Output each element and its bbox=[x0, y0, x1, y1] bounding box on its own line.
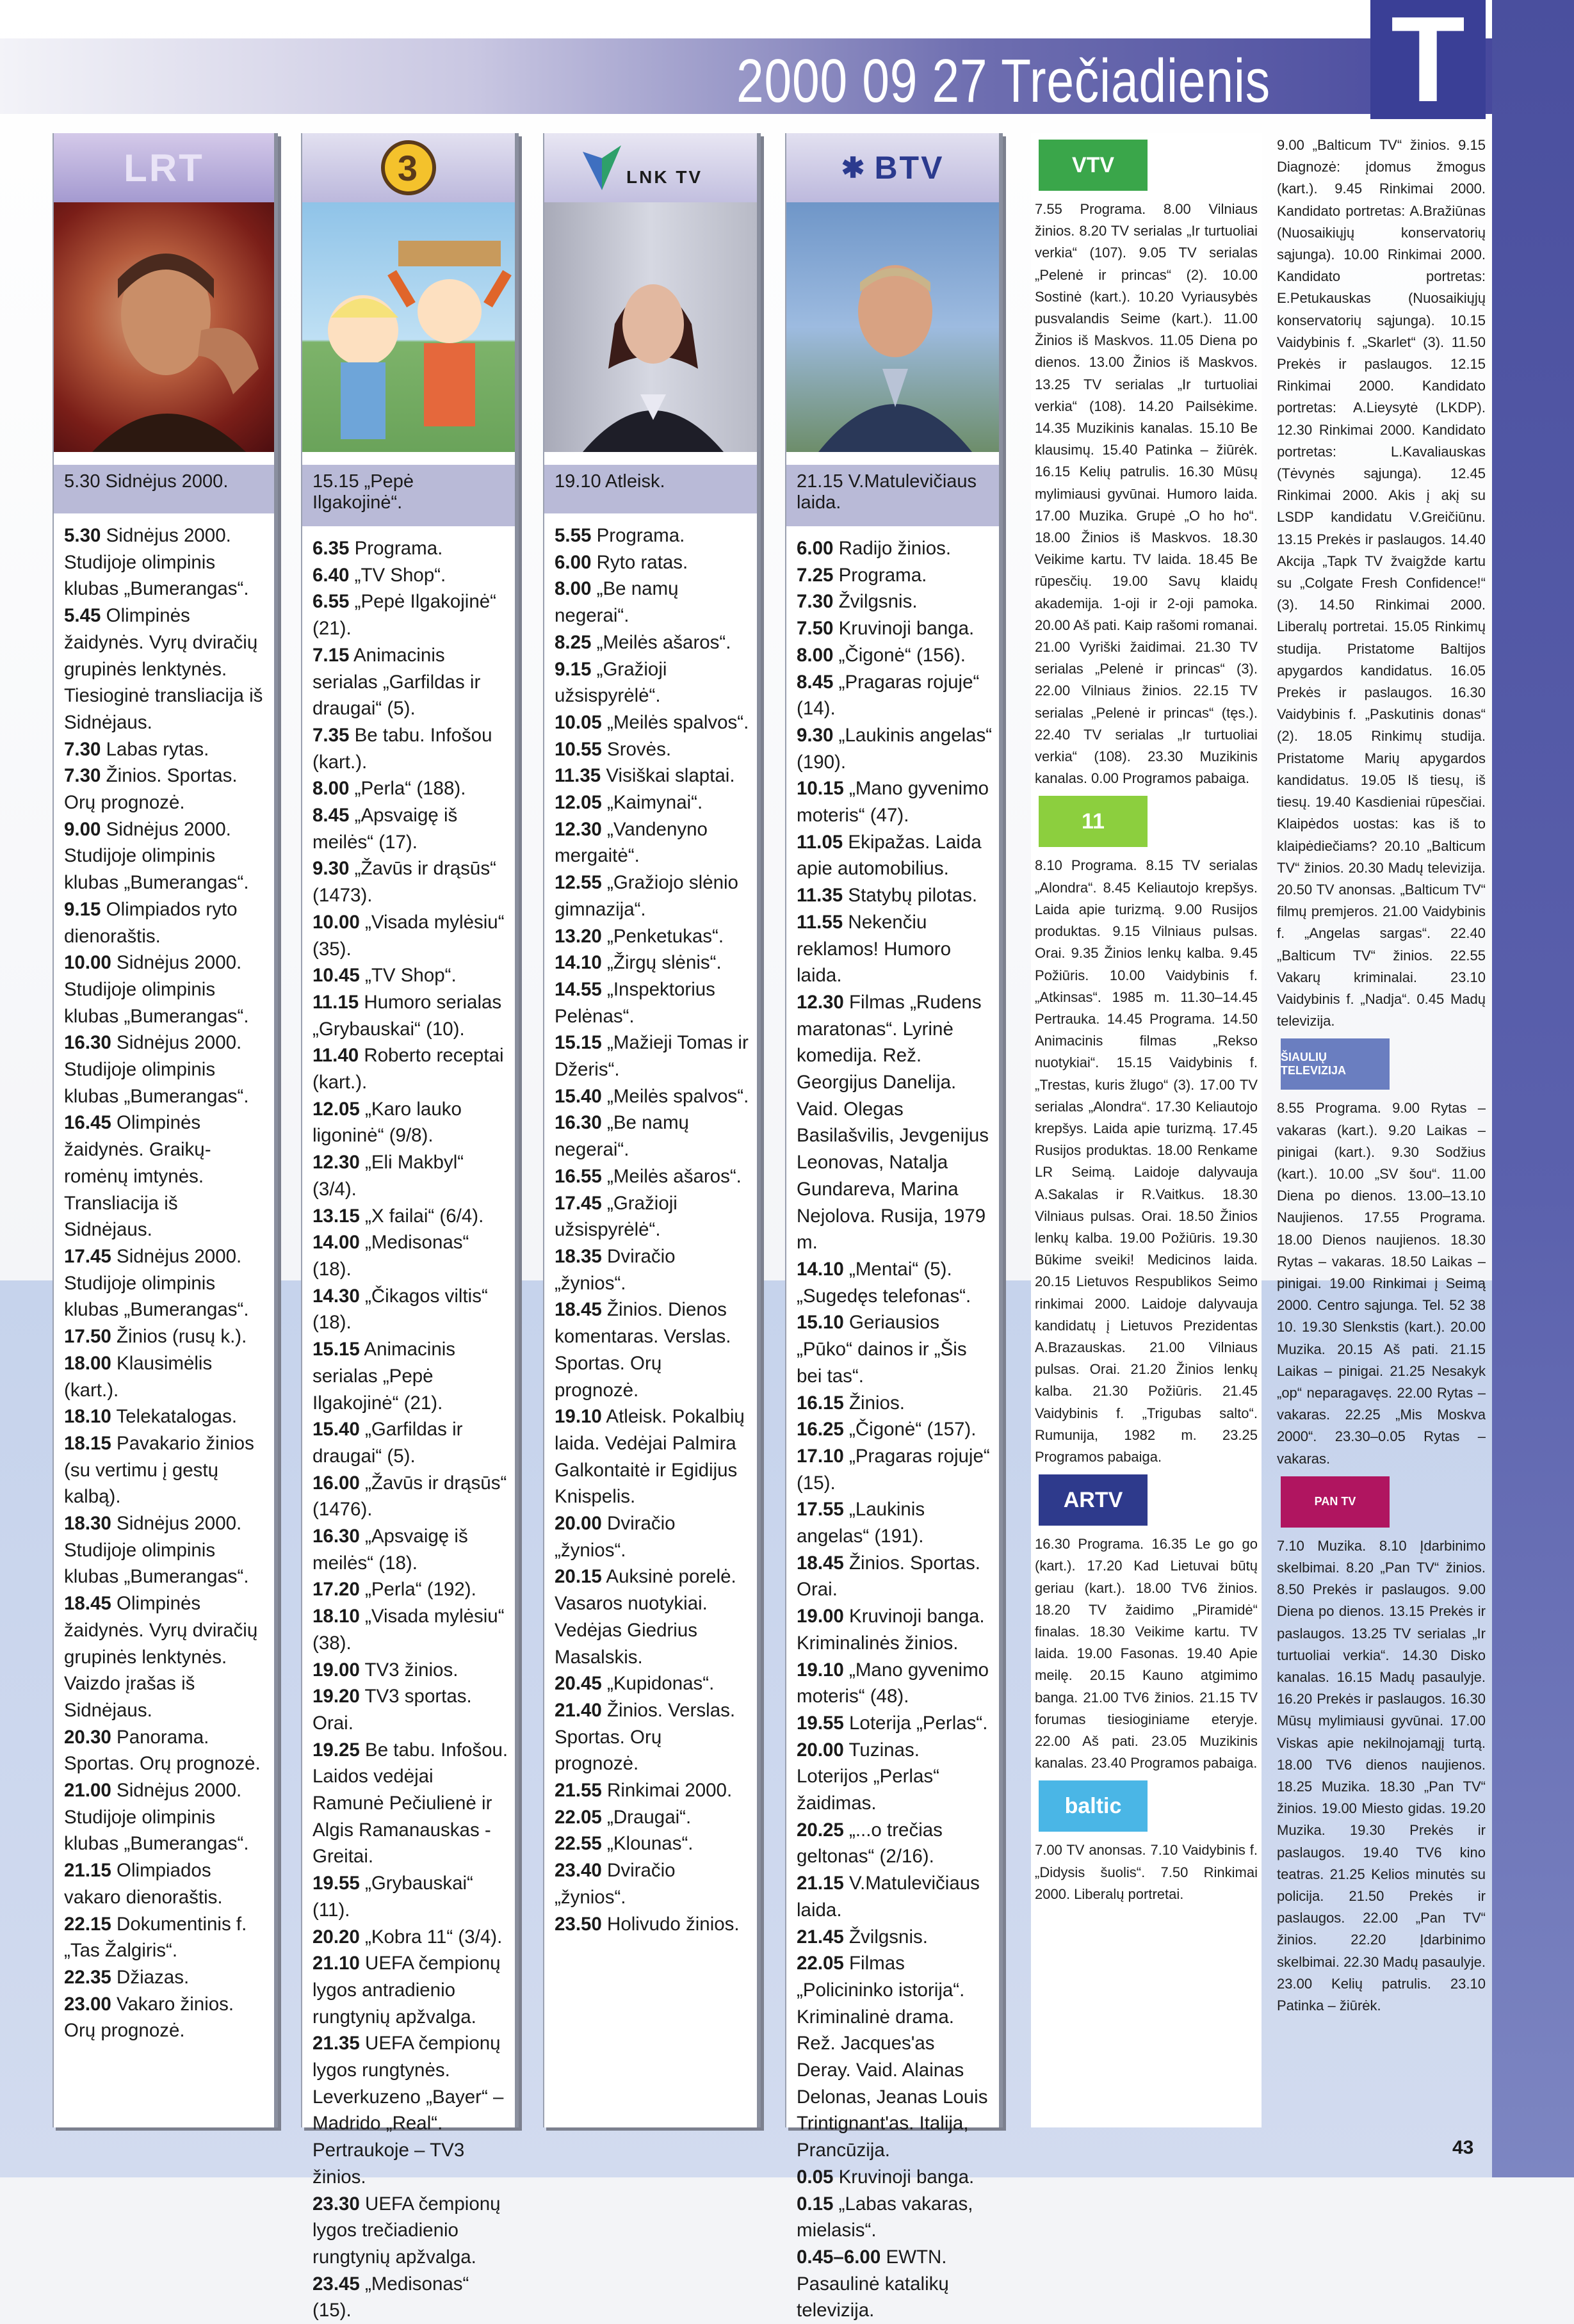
program-time: 18.35 bbox=[555, 1245, 602, 1267]
program-item: 17.20 „Perla“ (192). bbox=[312, 1579, 476, 1601]
program-time: 20.00 bbox=[555, 1513, 602, 1535]
presenter-photo-illustration bbox=[544, 202, 762, 452]
program-item: 17.50 Žinios (rusų k.). bbox=[64, 1326, 247, 1348]
program-item: 8.00 „Be namų negerai“. bbox=[555, 578, 679, 627]
program-time: 18.10 bbox=[64, 1406, 111, 1428]
program-item: 21.40 Žinios. Verslas. Sportas. Orų prognozė. bbox=[555, 1699, 736, 1775]
program-time: 19.55 bbox=[797, 1712, 844, 1734]
program-time: 8.00 bbox=[312, 778, 350, 800]
program-time: 23.00 bbox=[64, 1993, 111, 2015]
program-time: 9.30 bbox=[797, 724, 834, 746]
program-time: 12.30 bbox=[797, 991, 844, 1013]
program-time: 15.10 bbox=[797, 1312, 844, 1334]
channel-logo: VTV bbox=[1039, 140, 1148, 191]
program-item: 16.55 „Meilės ašaros“. bbox=[555, 1165, 742, 1187]
program-item: 11.15 Humoro serialas „Grybauskai“ (10). bbox=[312, 991, 502, 1040]
program-item: 9.30 „Žavūs ir drąsūs“ (1473). bbox=[312, 858, 496, 907]
program-time: 23.30 bbox=[312, 2193, 360, 2215]
narrow-channel-column-2 bbox=[1273, 133, 1489, 2127]
program-item: 14.10 „Mentai“ (5). „Sugedęs telefonas“. bbox=[797, 1258, 971, 1307]
program-schedule-text: 7.55 Programa. 8.00 Vilniaus žinios. 8.20 TV serialas „Ir turtuoliai verkia“ (107). 9.05 TV serialas „Pelenė ir princas“ (2). 10.00 Sostinė (kart.). 10.20 Vyriausybės pusvalandis Seime (kart.). 11.00 Žinios iš Maskvos. 11.05 Diena po dienos. 13.00 Žinios iš Maskvos. 13.25 TV serialas „Ir turtuoliai verkia“ (108). 14.20 Pailsėkime. 14.35 Muzikinis kanalas. 15.10 Be klausimų. 15.40 Patinka – žiūrėk. 16.15 Kelių patrulis. 16.30 Mūsų mylimiausi gyvūnai. Humoro laida. 17.00 Muzika. Grupė „O ho ho“. 18.00 Žinios iš Maskvos. 18.30 Veikime kartu. TV laida. 18.45 Be rūpesčių. 19.00 Savų klaidų akademija. 1-oji ir 2-oji pamoka. 20.00 Aš pati. Kaip rašomi romanai. 21.00 Vyriški žaidimai. 21.30 TV serialas „Pelenė ir princas“ (3). 22.00 Vilniaus žinios. 22.15 TV serialas „Pelenė ir princas“ (tęs.). 22.40 TV serialas „Ir turtuoliai verkia“ (108). 23.30 Muzikinis kanalas. 0.00 Programos pabaiga. bbox=[1035, 201, 1258, 787]
program-time: 17.55 bbox=[797, 1499, 844, 1521]
program-item: 12.55 „Gražiojo slėnio gimnazija“. bbox=[555, 872, 738, 920]
program-item: 7.30 Žvilgsnis. bbox=[797, 591, 918, 613]
program-time: 18.10 bbox=[312, 1606, 360, 1627]
program-time: 16.45 bbox=[64, 1112, 111, 1134]
program-schedule-text: 16.30 Programa. 16.35 Le go go (kart.). 17.20 Kad Lietuvai būtų geriau (kart.). 18.00 TV6 žinios. 18.20 TV žaidimo „Piramidė“ finalas. 18.30 Veikime kartu. TV laida. 19.00 Fasonas. 19.40 Apie meilę. 20.15 Kauno atgimimo banga. 21.00 TV6 žinios. 21.15 TV forumas tiesioginiame eteryje. 22.00 Aš pati. 23.05 Muzikinis kanalas. 23.40 Programos pabaiga. bbox=[1035, 1536, 1258, 1771]
program-item: 17.45 „Gražioji užsispyrėlė“. bbox=[555, 1192, 677, 1241]
program-time: 21.10 bbox=[312, 1953, 360, 1974]
program-time: 11.35 bbox=[555, 765, 601, 787]
program-time: 10.05 bbox=[555, 711, 602, 733]
program-time: 21.55 bbox=[555, 1780, 602, 1802]
program-time: 15.40 bbox=[555, 1085, 602, 1107]
program-item: 19.55 „Grybauskai“ (11). bbox=[312, 1873, 473, 1921]
program-item: 21.55 Rinkimai 2000. bbox=[555, 1780, 733, 1802]
program-item: 16.45 Olimpinės žaidynės. Graikų-romėnų imtynės. Transliacija iš Sidnėjaus. bbox=[64, 1112, 211, 1241]
person-photo-illustration bbox=[54, 202, 279, 452]
program-item: 11.35 Visiškai slaptai. bbox=[555, 765, 735, 787]
program-item: 9.00 Sidnėjus 2000. Studijoje olimpinis klubas „Bumerangas“. bbox=[64, 818, 249, 894]
program-time: 5.45 bbox=[64, 605, 101, 627]
channel-column-lrt bbox=[53, 133, 278, 2127]
program-time: 21.15 bbox=[64, 1860, 111, 1882]
channel-logo-lnk bbox=[544, 133, 757, 202]
program-item: 10.00 Sidnėjus 2000. Studijoje olimpinis klubas „Bumerangas“. bbox=[64, 952, 249, 1027]
program-item: 7.35 Be tabu. Infošou (kart.). bbox=[312, 724, 492, 773]
program-item: 0.05 Kruvinoji banga. bbox=[797, 2166, 975, 2188]
program-time: 12.05 bbox=[555, 792, 602, 814]
program-item: 19.10 „Mano gyvenimo moteris“ (48). bbox=[797, 1659, 989, 1707]
program-time: 15.15 bbox=[312, 1339, 360, 1360]
program-time: 20.00 bbox=[797, 1739, 844, 1761]
program-item: 6.35 Programa. bbox=[312, 538, 443, 559]
program-schedule-text: 9.00 „Balticum TV“ žinios. 9.15 Diagnozė: įdomus žmogus (kart.). 9.45 Rinkimai 2000. Kandidato portretas: A.Bražiūnas (Nuosaikiųjų konservatorių sąjunga). 10.00 Rinkimai 2000. Kandidato portretas: E.Petukauskas (Nuosaikiųjų konservatorių sąjunga). 10.15 Vaidybinis f. „Skarlet“ (3). 11.50 Prekės ir paslaugos. 12.15 Rinkimai 2000. Kandidato portretas: A.Lieysytė (LKDP). 12.30 Rinkimai 2000. Kandidato portretas: L.Kavaliauskas (Tėvynės sąjunga). 12.45 Rinkimai 2000. Akis į akį su LSDP kandidatu V.Greičiūnu. 13.15 Prekės ir paslaugos. 14.40 Akcija „Tapk TV žvaigžde kartu su „Colgate Fresh Confidence!“ (3). 14.50 Rinkimai 2000. Liberalų portretai. 15.05 Rinkimų studija. Pristatome Baltijos apygardos kandidatus. 16.05 Prekės ir paslaugos. 16.30 Vaidybinis f. „Paskutinis donas“ (2). 18.05 Rinkimų studija. Pristatome Marių apygardos kandidatus. 19.05 Iš tiesų, iš tiesų. 19.40 Kasdieniai rūpesčiai. Klaipėdos uostas: kas iš to klaipėdiečiams? 20.10 „Balticum TV“ žinios. 20.30 Madų televizija. 20.50 TV anonsas. „Balticum TV“ filmų premjeros. 21.00 Vaidybinis f. „Angelas sargas“. 22.40 „Balticum TV“ žinios. 22.55 Vakarų kriminalai. 23.10 Vaidybinis f. „Nadja“. 0.45 Madų televizija. bbox=[1277, 137, 1486, 1029]
program-time: 18.45 bbox=[64, 1593, 111, 1615]
program-time: 21.35 bbox=[312, 2033, 360, 2054]
program-item: 15.40 „Garfildas ir draugai“ (5). bbox=[312, 1419, 463, 1467]
program-item: 23.40 Dviračio „žynios“. bbox=[555, 1860, 676, 1908]
program-item: 12.05 „Karo lauko ligoninė“ (9/8). bbox=[312, 1098, 462, 1147]
program-time: 5.30 bbox=[64, 525, 101, 546]
program-time: 6.40 bbox=[312, 564, 350, 586]
program-time: 17.45 bbox=[64, 1245, 111, 1267]
program-item: 18.00 Klausimėlis (kart.). bbox=[64, 1352, 213, 1401]
program-time: 19.20 bbox=[312, 1686, 360, 1707]
right-edge-strip bbox=[1492, 0, 1574, 2177]
program-time: 12.55 bbox=[555, 872, 602, 894]
lnk-logo-icon bbox=[583, 145, 621, 190]
program-schedule-text: 8.10 Programa. 8.15 TV serialas „Alondra“. 8.45 Keliautojo krepšys. Laida apie turizmą. 9.00 Rusijos produktas. 9.15 Vilniaus pulsas. Orai. 9.35 Žinios lenkų kalba. 9.45 Požiūris. 10.00 Vaidybinis f. „Atkinsas“. 1985 m. 11.30–14.45 Pertrauka. 14.45 Programa. 14.50 Animacinis filmas „Rekso nuotykiai“. 15.15 Vaidybinis f. „Trestas, kuris žlugo“ (3). 17.00 TV serialas „Alondra“. 17.30 Keliautojo krepšys. Laida apie turizmą. 17.45 Rusijos produktas. 18.00 Renkame LR Seimą. Laidoje dalyvauja A.Sakalas ir R.Vaitkus. 18.30 Vilniaus pulsas. Orai. 18.50 Žinios lenkų kalba. 19.00 Požiūris. 19.30 Būkime sveiki! Medicinos laida. 20.15 Lietuvos Respublikos Seimo rinkimai 2000. Laidoje dalyvauja kandidatų į Lietuvos Prezidentas A.Brazauskas. 21.00 Vilniaus pulsas. Orai. 21.20 Žinios lenkų kalba. 21.30 Požiūris. 21.45 Vaidybinis f. „Trigubas salto“. Rumunija, 1982 m. 23.25 Programos pabaiga. bbox=[1035, 857, 1258, 1465]
program-time: 17.10 bbox=[797, 1445, 844, 1467]
program-time: 22.15 bbox=[64, 1913, 111, 1935]
program-time: 18.45 bbox=[797, 1552, 844, 1574]
program-item: 15.15 Animacinis serialas „Pepė Ilgakojinė“ (21). bbox=[312, 1339, 456, 1414]
program-item: 11.55 Nekenčiu reklamos! Humoro laida. bbox=[797, 911, 951, 987]
program-item: 20.25 „...o trečias geltonas“ (2/16). bbox=[797, 1819, 943, 1868]
program-item: 16.00 „Žavūs ir drąsūs“ (1476). bbox=[312, 1472, 507, 1521]
program-item: 23.30 UEFA čempionų lygos trečiadienio rungtynių apžvalga. bbox=[312, 2193, 501, 2268]
program-photo bbox=[786, 202, 999, 452]
program-item: 8.45 „Pragaras rojuje“ (14). bbox=[797, 671, 980, 720]
program-item: 20.20 „Kobra 11“ (3/4). bbox=[312, 1926, 503, 1948]
program-time: 0.15 bbox=[797, 2193, 834, 2215]
program-item: 20.30 Panorama. Sportas. Orų prognozė. bbox=[64, 1726, 261, 1775]
program-item: 20.00 Tuzinas. Loterijos „Perlas“ žaidimas. bbox=[797, 1739, 939, 1814]
channel-logo: baltic bbox=[1039, 1780, 1148, 1832]
program-item: 6.55 „Pepė Ilgakojinė“ (21). bbox=[312, 591, 496, 640]
program-time: 20.30 bbox=[64, 1726, 111, 1748]
program-item: 22.05 „Draugai“. bbox=[555, 1806, 692, 1828]
program-time: 16.15 bbox=[797, 1392, 844, 1414]
program-time: 21.15 bbox=[797, 1873, 844, 1894]
program-time: 8.00 bbox=[555, 578, 592, 600]
program-item: 5.55 Programa. bbox=[555, 525, 685, 546]
program-item: 18.45 Olimpinės žaidynės. Vyrų dviračių grupinės lenktynės. Vaizdo įrašas iš Sidnėjaus. bbox=[64, 1593, 258, 1721]
program-time: 15.15 bbox=[555, 1032, 602, 1054]
program-time: 8.00 bbox=[797, 644, 834, 666]
program-time: 14.10 bbox=[555, 952, 602, 974]
program-time: 6.00 bbox=[555, 551, 592, 573]
program-item: 12.30 Filmas „Rudens maratonas“. Lyrinė komedija. Rež. Georgijus Danelija. Vaid. Olegas Basilašvilis, Jevgenijus Leonovas, Natalja Gundareva, Marina Nejolova. Rusija, 1979 m. bbox=[797, 991, 989, 1254]
program-item: 14.55 „Inspektorius Pelėnas“. bbox=[555, 978, 715, 1027]
program-time: 19.10 bbox=[555, 1406, 602, 1428]
person-photo-illustration bbox=[786, 202, 1004, 452]
program-item: 22.55 „Klounas“. bbox=[555, 1833, 694, 1855]
program-time: 11.40 bbox=[312, 1045, 359, 1067]
channel-logo-btv bbox=[786, 133, 999, 202]
program-item: 6.00 Ryto ratas. bbox=[555, 551, 688, 573]
program-time: 10.15 bbox=[797, 778, 844, 800]
program-time: 21.00 bbox=[64, 1780, 111, 1802]
program-time: 16.25 bbox=[797, 1419, 844, 1440]
program-item: 19.25 Be tabu. Infošou. Laidos vedėjai Ramunė Pečiulienė ir Algis Ramanauskas - Greitai. bbox=[312, 1739, 508, 1868]
channel-name: LRT bbox=[124, 146, 204, 190]
program-item: 6.40 „TV Shop“. bbox=[312, 564, 446, 586]
program-item: 19.20 TV3 sportas. Orai. bbox=[312, 1686, 472, 1734]
program-time: 9.15 bbox=[64, 898, 101, 920]
program-time: 18.00 bbox=[64, 1352, 111, 1374]
program-time: 20.25 bbox=[797, 1819, 844, 1841]
program-item: 19.00 Kruvinoji banga. Kriminalinės žinios. bbox=[797, 1606, 985, 1654]
program-time: 22.05 bbox=[797, 1953, 844, 1974]
program-time: 14.10 bbox=[797, 1258, 844, 1280]
program-time: 14.55 bbox=[555, 978, 602, 1000]
program-item: 7.30 Žinios. Sportas. Orų prognozė. bbox=[64, 765, 238, 814]
program-time: 20.45 bbox=[555, 1673, 602, 1695]
program-item: 22.15 Dokumentinis f. „Tas Žalgiris“. bbox=[64, 1913, 247, 1962]
program-time: 6.00 bbox=[797, 538, 834, 559]
program-item: 13.20 „Penketukas“. bbox=[555, 925, 724, 947]
program-time: 23.50 bbox=[555, 1913, 602, 1935]
program-item: 16.30 „Apsvaigę iš meilės“ (18). bbox=[312, 1526, 468, 1574]
program-item: 23.45 „Medisonas“ (15). bbox=[312, 2273, 469, 2321]
page-title: 2000 09 27 Trečiadienis bbox=[736, 47, 1270, 115]
program-time: 19.10 bbox=[797, 1659, 844, 1681]
program-time: 16.30 bbox=[555, 1112, 602, 1134]
program-time: 6.55 bbox=[312, 591, 350, 613]
program-time: 10.55 bbox=[555, 738, 602, 760]
program-item: 20.15 Auksinė porelė. Vasaros nuotykiai. Vedėjas Giedrius Masalskis. bbox=[555, 1566, 736, 1668]
program-time: 19.00 bbox=[312, 1659, 360, 1681]
program-time: 14.30 bbox=[312, 1285, 360, 1307]
narrow-channel-column-1 bbox=[1031, 133, 1262, 2127]
program-time: 12.05 bbox=[312, 1098, 360, 1120]
program-item: 19.10 Atleisk. Pokalbių laida. Vedėjai Palmira Galkontaitė ir Egidijus Knispelis. bbox=[555, 1406, 745, 1508]
channel-logo: 11 bbox=[1039, 796, 1148, 847]
program-item: 9.30 „Laukinis angelas“ (190). bbox=[797, 724, 993, 773]
program-time: 11.05 bbox=[797, 831, 843, 853]
snowflake-icon: ✱ bbox=[841, 152, 867, 184]
program-item: 22.05 Filmas „Policininko istorija“. Kriminalinė drama. Rež. Jacques'as Deray. Vaid. Alainas Delonas, Jeanas Louis Trintignant'as. Italija, Prancūzija. bbox=[797, 1953, 988, 2161]
cartoon-illustration bbox=[302, 202, 520, 452]
featured-program: 15.15 „Pepė Ilgakojinė“. bbox=[302, 465, 515, 526]
program-list bbox=[786, 526, 999, 2324]
channel-column-lnk bbox=[543, 133, 761, 2127]
program-schedule-text: 7.00 TV anonsas. 7.10 Vaidybinis f. „Didysis šuolis“. 7.50 Rinkimai 2000. Liberalų portretai. bbox=[1035, 1842, 1258, 1902]
program-item: 10.15 „Mano gyvenimo moteris“ (47). bbox=[797, 778, 989, 827]
program-time: 19.55 bbox=[312, 1873, 360, 1894]
program-schedule-text: 8.55 Programa. 9.00 Rytas – vakaras (kart.). 9.20 Laikas – pinigai (kart.). 9.30 Sodžius (kart.). 10.00 „SV šou“. 11.00 Diena po dienos. 13.00–13.10 Naujienos. 17.55 Programa. 18.00 Dienos naujienos. 18.30 Rytas – vakaras. 18.50 Laikas – pinigai. 19.00 Rinkimai į Seimą 2000. Centro sąjunga. Tel. 52 38 10. 19.30 Slenkstis (kart.). 20.00 Muzika. 20.15 Aš pati. 21.15 Laikas – pinigai. 21.25 Nesakyk „op“ neparagavęs. 22.00 Rytas – vakaras. 22.25 „Mis Moskva 2000“. 23.30–0.05 Rytas – vakaras. bbox=[1277, 1100, 1486, 1467]
program-list bbox=[544, 513, 757, 1937]
program-time: 7.30 bbox=[64, 738, 101, 760]
program-time: 7.35 bbox=[312, 724, 350, 746]
program-time: 0.45–6.00 bbox=[797, 2247, 881, 2268]
program-list bbox=[54, 513, 274, 2044]
program-item: 21.15 Olimpiados vakaro dienoraštis. bbox=[64, 1860, 223, 1908]
program-time: 11.15 bbox=[312, 991, 359, 1013]
program-time: 10.00 bbox=[64, 952, 111, 974]
program-item: 8.25 „Meilės ašaros“. bbox=[555, 631, 731, 653]
program-item: 7.30 Labas rytas. bbox=[64, 738, 209, 760]
program-time: 20.15 bbox=[555, 1566, 602, 1588]
program-time: 7.30 bbox=[64, 765, 101, 787]
program-item: 10.05 „Meilės spalvos“. bbox=[555, 711, 749, 733]
program-photo bbox=[54, 202, 274, 452]
program-time: 7.50 bbox=[797, 618, 834, 640]
program-item: 16.15 Žinios. bbox=[797, 1392, 905, 1414]
program-item: 8.00 „Perla“ (188). bbox=[312, 778, 466, 800]
program-time: 22.35 bbox=[64, 1966, 111, 1988]
program-item: 21.45 Žvilgsnis. bbox=[797, 1926, 928, 1948]
program-time: 8.45 bbox=[797, 671, 834, 693]
channel-column-tv3 bbox=[301, 133, 519, 2321]
program-item: 8.00 „Čigonė“ (156). bbox=[797, 644, 966, 666]
program-schedule-text: 7.10 Muzika. 8.10 Įdarbinimo skelbimai. 8.20 „Pan TV“ žinios. 8.50 Prekės ir paslaugos. 9.00 Diena po dienos. 13.15 Prekės ir paslaugos. 13.25 TV serialas „Ir turtuoliai verkia“. 14.30 Disko kanalas. 16.15 Madų pasaulyje. 16.20 Prekės ir paslaugos. 16.30 Mūsų mylimiausi gyvūnai. 17.00 Viskas apie nekilnojamąjį turtą. 18.00 TV6 dienos naujienos. 18.25 Muzika. 18.30 „Pan TV“ žinios. 19.00 Miesto gidas. 19.20 Muzika. 19.30 Prekės ir paslaugos. 19.40 TV6 kino teatras. 21.25 Kelios minutės su policija. 21.50 Prekės ir paslaugos. 22.00 „Pan TV“ žinios. 22.20 Įdarbinimo skelbimai. 22.30 Madų pasaulyje. 23.00 Kelių patrulis. 23.10 Patinka – žiūrėk. bbox=[1277, 1537, 1486, 2014]
program-time: 16.55 bbox=[555, 1165, 602, 1187]
program-item: 14.00 „Medisonas“ (18). bbox=[312, 1232, 469, 1280]
program-item: 9.15 Olimpiados ryto dienoraštis. bbox=[64, 898, 238, 947]
program-item: 11.05 Ekipažas. Laida apie automobilius. bbox=[797, 831, 982, 880]
program-item: 19.00 TV3 žinios. bbox=[312, 1659, 458, 1681]
program-time: 16.30 bbox=[64, 1032, 111, 1054]
program-item: 7.50 Kruvinoji banga. bbox=[797, 618, 975, 640]
program-item: 7.15 Animacinis serialas „Garfildas ir draugai“ (5). bbox=[312, 644, 481, 720]
program-time: 19.25 bbox=[312, 1739, 360, 1761]
channel-name: BTV bbox=[874, 150, 945, 186]
program-time: 16.30 bbox=[312, 1526, 360, 1547]
program-time: 9.00 bbox=[64, 818, 101, 840]
program-item: 15.10 Geriausios „Pūko“ dainos ir „Šis bei tas“. bbox=[797, 1312, 967, 1387]
channel-logo: ARTV bbox=[1039, 1474, 1148, 1526]
program-time: 13.20 bbox=[555, 925, 602, 947]
program-time: 10.45 bbox=[312, 965, 360, 987]
program-photo bbox=[544, 202, 757, 452]
program-item: 10.45 „TV Shop“. bbox=[312, 965, 457, 987]
program-time: 5.55 bbox=[555, 525, 592, 546]
program-item: 21.35 UEFA čempionų lygos rungtynės. Leverkuzeno „Bayer“ – Madrido „Real“. Pertraukoje – TV3 žinios. bbox=[312, 2033, 504, 2188]
program-item: 23.50 Holivudo žinios. bbox=[555, 1913, 740, 1935]
program-time: 17.50 bbox=[64, 1326, 111, 1348]
program-item: 14.30 „Čikagos viltis“ (18). bbox=[312, 1285, 488, 1334]
program-item: 14.10 „Žirgų slėnis“. bbox=[555, 952, 722, 974]
program-item: 21.15 V.Matulevičiaus laida. bbox=[797, 1873, 980, 1921]
program-time: 16.00 bbox=[312, 1472, 360, 1494]
program-item: 8.45 „Apsvaigę iš meilės“ (17). bbox=[312, 805, 458, 853]
page-number: 43 bbox=[1452, 2137, 1474, 2158]
program-item: 11.35 Statybų pilotas. bbox=[797, 885, 978, 907]
program-item: 23.00 Vakaro žinios. Orų prognozė. bbox=[64, 1993, 234, 2042]
featured-program: 21.15 V.Matulevičiaus laida. bbox=[786, 465, 999, 526]
program-item: 16.30 Sidnėjus 2000. Studijoje olimpinis klubas „Bumerangas“. bbox=[64, 1032, 249, 1107]
program-time: 9.30 bbox=[312, 858, 350, 880]
program-time: 22.05 bbox=[555, 1806, 602, 1828]
program-item: 12.30 „Vandenyno mergaitė“. bbox=[555, 818, 708, 867]
featured-program: 19.10 Atleisk. bbox=[544, 465, 757, 513]
channel-logo: PAN TV bbox=[1281, 1476, 1390, 1528]
program-time: 23.40 bbox=[555, 1860, 602, 1882]
day-letter-badge: T bbox=[1370, 0, 1486, 119]
program-time: 23.45 bbox=[312, 2273, 360, 2295]
program-item: 6.00 Radijo žinios. bbox=[797, 538, 952, 559]
program-time: 14.00 bbox=[312, 1232, 360, 1254]
featured-program: 5.30 Sidnėjus 2000. bbox=[54, 465, 274, 513]
program-item: 17.10 „Pragaras rojuje“ (15). bbox=[797, 1445, 990, 1494]
program-time: 15.40 bbox=[312, 1419, 360, 1440]
program-item: 18.45 Žinios. Sportas. Orai. bbox=[797, 1552, 980, 1601]
program-item: 21.10 UEFA čempionų lygos antradienio rungtynių apžvalga. bbox=[312, 1953, 501, 2028]
program-item: 15.15 „Mažieji Tomas ir Džeris“. bbox=[555, 1032, 749, 1081]
program-item: 5.45 Olimpinės žaidynės. Vyrų dviračių grupinės lenktynės. Tiesioginė transliacija iš Sidnėjaus. bbox=[64, 605, 263, 733]
program-time: 11.35 bbox=[797, 885, 843, 907]
program-time: 13.15 bbox=[312, 1205, 360, 1227]
program-item: 15.40 „Meilės spalvos“. bbox=[555, 1085, 749, 1107]
program-list bbox=[302, 526, 515, 2324]
program-item: 9.15 „Gražioji užsispyrėlė“. bbox=[555, 658, 667, 707]
program-time: 18.45 bbox=[555, 1299, 602, 1321]
program-item: 11.40 Roberto receptai (kart.). bbox=[312, 1045, 504, 1093]
program-item: 21.00 Sidnėjus 2000. Studijoje olimpinis klubas „Bumerangas“. bbox=[64, 1780, 249, 1855]
program-item: 18.45 Žinios. Dienos komentaras. Verslas. Sportas. Orų prognozė. bbox=[555, 1299, 731, 1401]
program-time: 18.15 bbox=[64, 1432, 111, 1454]
program-item: 13.15 „X failai“ (6/4). bbox=[312, 1205, 484, 1227]
program-item: 18.15 Pavakario žinios (su vertimu į gestų kalbą). bbox=[64, 1432, 254, 1508]
channel-name: LNK TV bbox=[626, 167, 703, 187]
program-time: 12.30 bbox=[312, 1152, 360, 1174]
program-item: 10.55 Srovės. bbox=[555, 738, 672, 760]
program-item: 12.05 „Kaimynai“. bbox=[555, 792, 703, 814]
program-time: 11.55 bbox=[797, 911, 843, 933]
program-photo bbox=[302, 202, 515, 452]
program-time: 17.45 bbox=[555, 1192, 602, 1214]
program-time: 7.15 bbox=[312, 644, 350, 666]
program-item: 18.10 Telekatalogas. bbox=[64, 1406, 238, 1428]
program-time: 0.05 bbox=[797, 2166, 834, 2188]
program-time: 18.30 bbox=[64, 1513, 111, 1535]
program-time: 20.20 bbox=[312, 1926, 360, 1948]
program-item: 19.55 Loterija „Perlas“. bbox=[797, 1712, 988, 1734]
program-item: 10.00 „Visada mylėsiu“ (35). bbox=[312, 911, 505, 960]
channel-logo: ŠIAULIŲ TELEVIZIJA bbox=[1281, 1038, 1390, 1090]
program-time: 10.00 bbox=[312, 911, 360, 933]
program-item: 22.35 Džiazas. bbox=[64, 1966, 190, 1988]
program-time: 6.35 bbox=[312, 538, 350, 559]
program-time: 21.40 bbox=[555, 1699, 602, 1721]
program-time: 7.30 bbox=[797, 591, 834, 613]
program-time: 21.45 bbox=[797, 1926, 844, 1948]
channel-logo-lrt bbox=[54, 133, 274, 202]
channel-column-btv bbox=[785, 133, 1003, 2321]
program-time: 8.45 bbox=[312, 805, 350, 827]
program-item: 16.25 „Čigonė“ (157). bbox=[797, 1419, 977, 1440]
program-time: 7.25 bbox=[797, 564, 834, 586]
program-item: 16.30 „Be namų negerai“. bbox=[555, 1112, 689, 1161]
program-time: 12.30 bbox=[555, 818, 602, 840]
program-time: 8.25 bbox=[555, 631, 592, 653]
program-item: 20.45 „Kupidonas“. bbox=[555, 1673, 715, 1695]
program-time: 19.00 bbox=[797, 1606, 844, 1627]
program-item: 7.25 Programa. bbox=[797, 564, 927, 586]
program-item: 20.00 Dviračio „žynios“. bbox=[555, 1513, 676, 1561]
program-item: 12.30 „Eli Makbyl“ (3/4). bbox=[312, 1152, 464, 1200]
program-item: 0.15 „Labas vakaras, mielasis“. bbox=[797, 2193, 973, 2241]
channel-name: 3 bbox=[381, 140, 436, 195]
program-item: 17.55 „Laukinis angelas“ (191). bbox=[797, 1499, 925, 1547]
program-time: 22.55 bbox=[555, 1833, 602, 1855]
program-item: 17.45 Sidnėjus 2000. Studijoje olimpinis klubas „Bumerangas“. bbox=[64, 1245, 249, 1321]
program-time: 17.20 bbox=[312, 1579, 360, 1601]
channel-logo-tv3 bbox=[302, 133, 515, 202]
program-item: 0.45–6.00 EWTN. Pasaulinė katalikų televizija. bbox=[797, 2247, 949, 2321]
program-item: 5.30 Sidnėjus 2000. Studijoje olimpinis klubas „Bumerangas“. bbox=[64, 525, 249, 600]
program-item: 18.30 Sidnėjus 2000. Studijoje olimpinis klubas „Bumerangas“. bbox=[64, 1513, 249, 1588]
program-item: 18.35 Dviračio „žynios“. bbox=[555, 1245, 676, 1294]
program-item: 18.10 „Visada mylėsiu“ (38). bbox=[312, 1606, 505, 1654]
program-time: 9.15 bbox=[555, 658, 592, 680]
